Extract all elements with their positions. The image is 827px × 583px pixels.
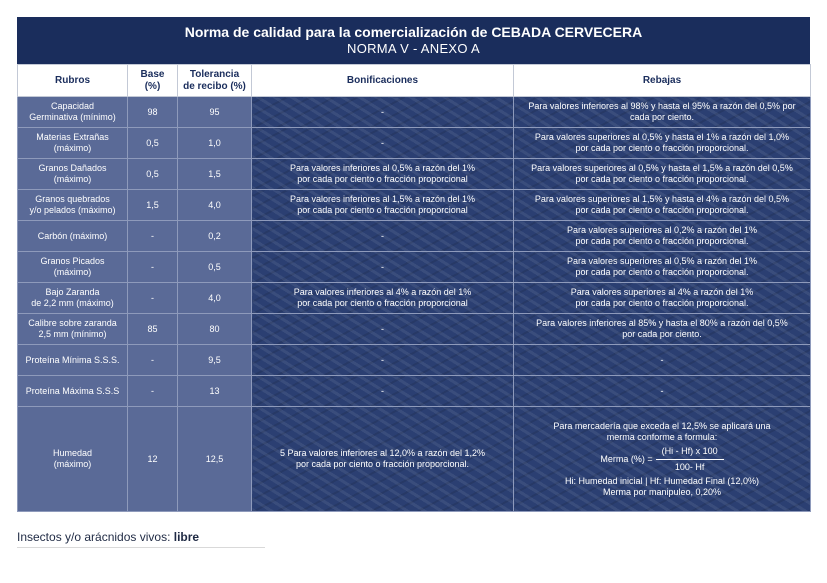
tolerance-cell: 0,2 [178,221,252,252]
discount-cell: Para valores superiores al 0,2% a razón del 1% por cada por ciento o fracción proporcional. [514,221,811,252]
table-row [18,97,811,128]
tolerance-cell: 9,5 [178,345,252,376]
bonus-cell: - [252,345,514,376]
bonus-cell: 5 Para valores inferiores al 12,0% a razón del 1,2% por cada por ciento o fracción proporcional. [252,407,514,512]
tolerance-cell: 80 [178,314,252,345]
tolerance-cell: 1,0 [178,128,252,159]
rubro-cell: Capacidad Germinativa (mínimo) [18,97,128,128]
tolerance-cell: 4,0 [178,190,252,221]
tolerance-cell: 95 [178,97,252,128]
discount-cell: - [514,376,811,407]
footer-label: Insectos y/o arácnidos vivos: [17,530,171,544]
formula-numerator: (Hi - Hf) x 100 [656,446,724,460]
merma-formula [517,446,807,473]
bonus-cell: - [252,376,514,407]
rubro-cell: Proteína Mínima S.S.S. [18,345,128,376]
base-cell: 85 [128,314,178,345]
column-header-base: Base (%) [128,65,178,97]
discount-cell: Para mercadería que exceda el 12,5% se aplicará una merma conforme a formula: Merma (%) = $\frac{(Hi - Hf) x 100}{100- Hf}$ Hi: Humedad inicial | Hf: Humedad Final (12,0%) Merma por manipuleo, 0,20% [514,407,811,512]
formula-label: Merma (%) = [600,453,653,464]
base-cell: 1,5 [128,190,178,221]
bonus-cell: - [252,128,514,159]
footer-note [17,530,265,548]
formula-denominator: 100- Hf [674,461,705,472]
discount-cell: Para valores superiores al 0,5% a razón del 1% por cada por ciento o fracción proporcional. [514,252,811,283]
formula-fraction [656,446,724,473]
base-cell: 12 [128,407,178,512]
base-cell: - [128,376,178,407]
tolerance-cell: 4,0 [178,283,252,314]
rubro-cell: Granos Dañados (máximo) [18,159,128,190]
discount-cell: Para valores superiores al 1,5% y hasta el 4% a razón del 0,5% por cada por ciento o fracción proporcional. [514,190,811,221]
base-cell: - [128,252,178,283]
table-row [18,190,811,221]
rubro-cell: Bajo Zaranda de 2,2 mm (máximo) [18,283,128,314]
base-cell: - [128,345,178,376]
discount-cell: Para valores superiores al 0,5% y hasta el 1% a razón del 1,0% por cada por ciento o fracción proporcional. [514,128,811,159]
base-cell: 0,5 [128,159,178,190]
column-header-rebajas: Rebajas [514,65,811,97]
formula-note: Hi: Humedad inicial | Hf: Humedad Final (12,0%) [565,475,759,486]
quality-standard-table [17,17,810,512]
column-header-rubros: Rubros [18,65,128,97]
table-row [18,314,811,345]
tolerance-cell: 0,5 [178,252,252,283]
bonus-cell: Para valores inferiores al 1,5% a razón del 1% por cada por ciento o fracción proporcional [252,190,514,221]
column-header-tolerancia: Tolerancia de recibo (%) [178,65,252,97]
base-cell: 98 [128,97,178,128]
column-header-bonificaciones: Bonificaciones [252,65,514,97]
tolerance-cell: 12,5 [178,407,252,512]
discount-cell: Para valores superiores al 4% a razón del 1% por cada por ciento o fracción proporcional. [514,283,811,314]
bonus-cell: - [252,97,514,128]
discount-cell: Para valores superiores al 0,5% y hasta el 1,5% a razón del 0,5% por cada por ciento o fracción proporcional. [514,159,811,190]
discount-cell: - [514,345,811,376]
bonus-cell: Para valores inferiores al 0,5% a razón del 1% por cada por ciento o fracción proporcional [252,159,514,190]
base-cell: - [128,283,178,314]
rubro-cell: Calibre sobre zaranda 2,5 mm (mínimo) [18,314,128,345]
page-subtitle: NORMA V - ANEXO A [347,41,480,56]
base-cell: 0,5 [128,128,178,159]
rubro-cell: Granos Picados (máximo) [18,252,128,283]
tolerance-cell: 1,5 [178,159,252,190]
discount-cell: Para valores inferiores al 98% y hasta el 95% a razón del 0,5% por cada por ciento. [514,97,811,128]
table-row [18,252,811,283]
discount-cell: Para valores inferiores al 85% y hasta el 80% a razón del 0,5% por cada por ciento. [514,314,811,345]
table-row [18,345,811,376]
table-row [18,376,811,407]
table-row [18,283,811,314]
rubro-cell: Proteína Máxima S.S.S [18,376,128,407]
table-row [18,128,811,159]
bonus-cell: - [252,221,514,252]
rubro-cell: Humedad (máximo) [18,407,128,512]
rubro-cell: Materias Extrañas (máximo) [18,128,128,159]
formula-note: Merma por manipuleo, 0,20% [602,486,722,497]
standards-table [17,64,811,512]
table-row [18,159,811,190]
bonus-cell: - [252,314,514,345]
table-row [18,221,811,252]
rubro-cell: Granos quebrados y/o pelados (máximo) [18,190,128,221]
title-bar [17,17,810,64]
bonus-cell: - [252,252,514,283]
page-title: Norma de calidad para la comercialización de CEBADA CERVECERA [184,24,643,40]
bonus-cell: Para valores inferiores al 4% a razón del 1% por cada por ciento o fracción proporcional [252,283,514,314]
base-cell: - [128,221,178,252]
tolerance-cell: 13 [178,376,252,407]
table-row-humedad [18,407,811,512]
footer-value: libre [173,530,200,544]
rubro-cell: Carbón (máximo) [18,221,128,252]
